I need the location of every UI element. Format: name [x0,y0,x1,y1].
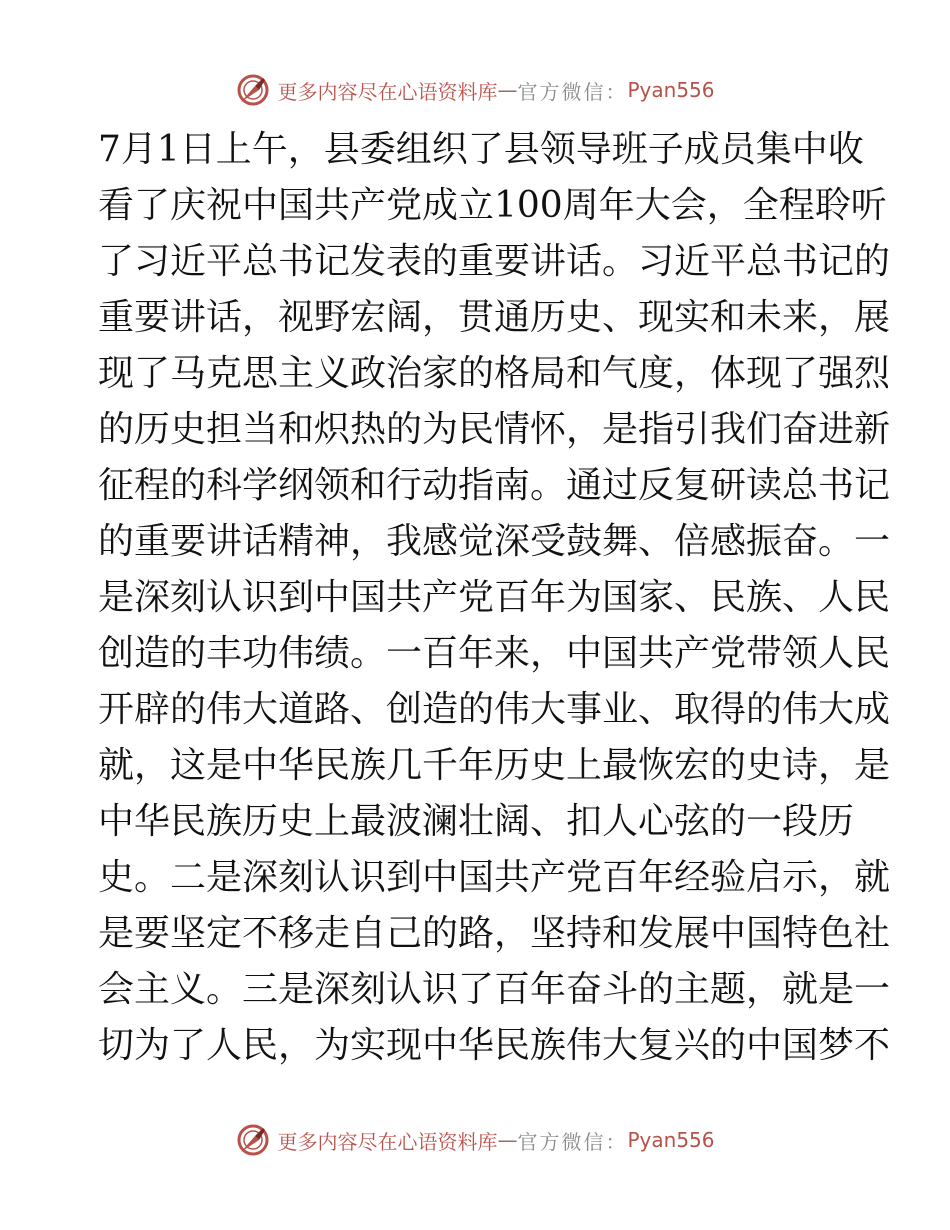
body-line: 现了马克思主义政治家的格局和气度，体现了强烈 [98,353,891,394]
body-line: 中华民族历史上最波澜壮阔、扣人心弦的一段历 [98,801,855,842]
watermark-wechat-id: Pyan556 [627,78,715,102]
watermark-main-text: 更多内容尽在心语资料库 [277,79,498,104]
body-line: 了习近平总书记发表的重要讲话。习近平总书记的 [98,241,891,282]
pen-nib-logo-icon [235,1122,271,1158]
body-line: 的历史担当和炽热的为民情怀，是指引我们奋进新 [98,409,891,450]
body-line: 史。二是深刻认识到中国共产党百年经验启示，就 [98,857,891,898]
watermark-official-label: 官方微信： [517,79,628,104]
body-line: 创造的丰功伟绩。一百年来，中国共产党带领人民 [98,633,891,674]
watermark-separator: — [497,78,518,102]
body-line: 切为了人民，为实现中华民族伟大复兴的中国梦不 [98,1025,891,1066]
footer-watermark [0,1120,950,1160]
document-body [98,122,891,1074]
body-line: 重要讲话，视野宏阔，贯通历史、现实和未来，展 [98,297,891,338]
watermark-separator: — [497,1128,518,1152]
pen-nib-logo-icon [235,72,271,108]
body-line: 是深刻认识到中国共产党百年为国家、民族、人民 [98,577,891,618]
body-line: 会主义。三是深刻认识了百年奋斗的主题，就是一 [98,969,891,1010]
body-line: 是要坚定不移走自己的路，坚持和发展中国特色社 [98,913,891,954]
body-line: 就，这是中华民族几千年历史上最恢宏的史诗，是 [98,745,891,786]
body-line: 7月1日上午，县委组织了县领导班子成员集中收 [98,129,864,170]
watermark-wechat-id: Pyan556 [627,1128,715,1152]
watermark-main-text: 更多内容尽在心语资料库 [277,1129,498,1154]
watermark-official-label: 官方微信： [517,1129,628,1154]
body-line: 看了庆祝中国共产党成立100周年大会，全程聆听 [98,185,887,226]
body-line: 开辟的伟大道路、创造的伟大事业、取得的伟大成 [98,689,891,730]
header-watermark [0,70,950,110]
body-line: 征程的科学纲领和行动指南。通过反复研读总书记 [98,465,891,506]
body-line: 的重要讲话精神，我感觉深受鼓舞、倍感振奋。一 [98,521,891,562]
